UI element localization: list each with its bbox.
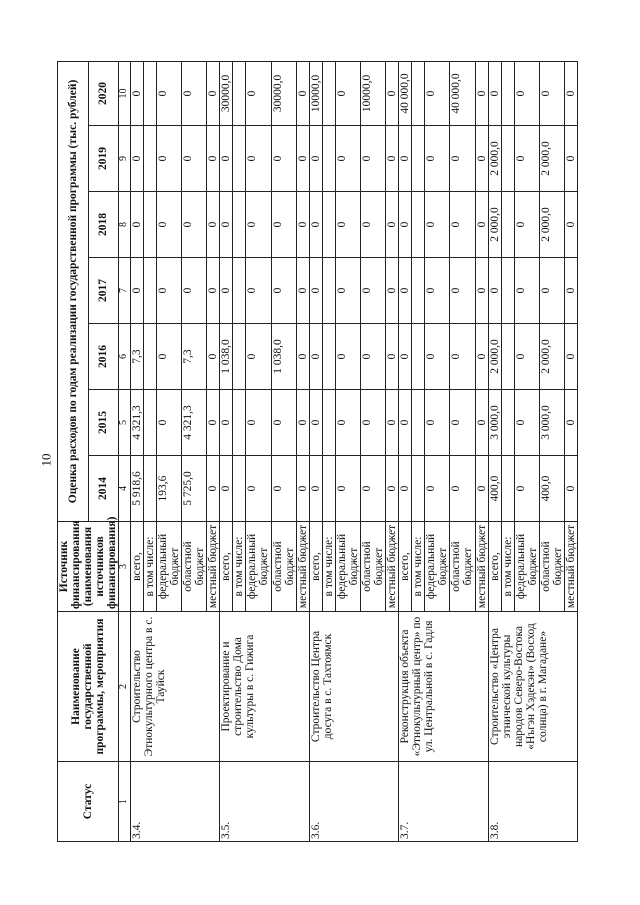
value-cell: 400,0 <box>539 456 564 522</box>
column-number: 5 <box>119 390 131 456</box>
value-cell: 0 <box>475 61 488 125</box>
table-row <box>130 61 143 841</box>
value-cell: 0 <box>386 456 399 522</box>
value-cell: 0 <box>450 456 475 522</box>
value-cell: 0 <box>514 324 539 390</box>
value-cell: 0 <box>246 324 271 390</box>
column-number: 1 <box>119 762 131 842</box>
source-cell: федеральный бюджет <box>335 522 360 612</box>
value-cell: 0 <box>220 456 233 522</box>
source-cell: областной бюджет <box>450 522 475 612</box>
activity-name-cell: Строительство Центра досуга в с. Тахтоямск <box>309 612 398 762</box>
value-cell: 0 <box>360 258 385 324</box>
value-cell: 0 <box>220 126 233 192</box>
value-cell: 0 <box>450 258 475 324</box>
value-cell <box>143 192 156 258</box>
value-cell: 0 <box>425 126 450 192</box>
value-cell: 30000,0 <box>271 61 296 125</box>
value-cell <box>143 456 156 522</box>
value-cell: 0 <box>207 324 220 390</box>
value-cell: 0 <box>156 61 181 125</box>
value-cell: 0 <box>130 258 143 324</box>
value-cell: 0 <box>425 456 450 522</box>
value-cell: 0 <box>475 126 488 192</box>
source-cell: в том числе: <box>233 522 246 612</box>
value-cell: 0 <box>425 324 450 390</box>
value-cell: 0 <box>360 324 385 390</box>
value-cell: 0 <box>335 390 360 456</box>
source-cell: в том числе: <box>143 522 156 612</box>
source-cell: всего, <box>130 522 143 612</box>
value-cell: 0 <box>296 192 309 258</box>
value-cell: 0 <box>514 61 539 125</box>
header-name: Наименование государственной программы, мероприятия <box>58 612 119 762</box>
table-body <box>130 61 577 841</box>
value-cell: 10000,0 <box>360 61 385 125</box>
source-cell: областной бюджет <box>182 522 207 612</box>
value-cell: 3 000,0 <box>539 390 564 456</box>
value-cell: 193,6 <box>156 456 181 522</box>
value-cell: 0 <box>386 192 399 258</box>
value-cell <box>143 258 156 324</box>
status-cell: 3.7. <box>399 762 488 842</box>
value-cell: 0 <box>271 126 296 192</box>
value-cell: 40 000,0 <box>399 61 412 125</box>
value-cell: 0 <box>564 61 577 125</box>
value-cell: 0 <box>296 456 309 522</box>
year-header: 2016 <box>88 324 119 390</box>
source-cell: всего, <box>309 522 322 612</box>
value-cell: 0 <box>296 126 309 192</box>
year-header: 2014 <box>88 456 119 522</box>
value-cell <box>233 390 246 456</box>
value-cell: 0 <box>335 126 360 192</box>
year-header: 2019 <box>88 126 119 192</box>
value-cell: 0 <box>475 192 488 258</box>
value-cell <box>501 126 514 192</box>
rotated-table-wrapper <box>57 62 587 842</box>
value-cell: 0 <box>207 258 220 324</box>
value-cell: 0 <box>220 390 233 456</box>
value-cell: 0 <box>450 324 475 390</box>
value-cell: 0 <box>156 192 181 258</box>
header-source: Источник финансирования (наименования источников финансирования) <box>58 522 119 612</box>
value-cell: 0 <box>309 258 322 324</box>
value-cell: 0 <box>207 390 220 456</box>
value-cell: 0 <box>220 258 233 324</box>
value-cell: 7,3 <box>182 324 207 390</box>
value-cell: 0 <box>207 61 220 125</box>
source-cell: всего, <box>488 522 501 612</box>
value-cell: 0 <box>207 456 220 522</box>
value-cell: 0 <box>475 456 488 522</box>
value-cell: 0 <box>246 61 271 125</box>
source-cell: всего, <box>220 522 233 612</box>
value-cell <box>501 456 514 522</box>
value-cell <box>412 192 425 258</box>
column-number: 4 <box>119 456 131 522</box>
value-cell: 10000,0 <box>309 61 322 125</box>
source-cell: всего, <box>399 522 412 612</box>
activity-name-cell: Строительство «Центра этнической культуры народов Северо-Востока «Нъгэн Хэдекэн» (Восход солнца) в г. Магадане» <box>488 612 577 762</box>
value-cell: 0 <box>488 61 501 125</box>
value-cell: 30000,0 <box>220 61 233 125</box>
value-cell <box>233 456 246 522</box>
value-cell: 0 <box>386 390 399 456</box>
value-cell <box>322 456 335 522</box>
value-cell: 0 <box>539 258 564 324</box>
value-cell: 0 <box>399 258 412 324</box>
value-cell: 0 <box>182 126 207 192</box>
value-cell: 0 <box>207 126 220 192</box>
value-cell: 2 000,0 <box>488 126 501 192</box>
value-cell: 0 <box>309 324 322 390</box>
value-cell: 1 038,0 <box>271 324 296 390</box>
column-number: 8 <box>119 192 131 258</box>
value-cell: 0 <box>399 126 412 192</box>
value-cell <box>501 258 514 324</box>
value-cell: 0 <box>246 456 271 522</box>
value-cell <box>322 258 335 324</box>
value-cell: 0 <box>399 456 412 522</box>
status-cell: 3.5. <box>220 762 309 842</box>
value-cell: 0 <box>335 258 360 324</box>
value-cell <box>412 456 425 522</box>
value-cell: 0 <box>296 390 309 456</box>
value-cell: 7,3 <box>130 324 143 390</box>
value-cell: 4 321,3 <box>130 390 143 456</box>
value-cell: 0 <box>514 390 539 456</box>
value-cell <box>501 61 514 125</box>
value-cell <box>322 390 335 456</box>
value-cell <box>143 324 156 390</box>
table-row <box>220 61 233 841</box>
value-cell: 5 725,0 <box>182 456 207 522</box>
value-cell: 0 <box>309 456 322 522</box>
table-row <box>399 61 412 841</box>
value-cell: 0 <box>271 390 296 456</box>
value-cell: 0 <box>564 456 577 522</box>
value-cell: 2 000,0 <box>539 324 564 390</box>
value-cell: 0 <box>514 258 539 324</box>
status-cell: 3.6. <box>309 762 398 842</box>
source-cell: местный бюджет <box>475 522 488 612</box>
activity-name-cell: Реконструкция объекта «Этнокультурный центр» по ул. Центральной в с. Гадля <box>399 612 488 762</box>
value-cell: 0 <box>207 192 220 258</box>
value-cell: 0 <box>309 192 322 258</box>
activity-name-cell: Проектирование и строительство Дома культуры в с. Гижига <box>220 612 309 762</box>
value-cell: 5 918,6 <box>130 456 143 522</box>
column-number: 9 <box>119 126 131 192</box>
value-cell: 0 <box>475 324 488 390</box>
value-cell: 0 <box>130 192 143 258</box>
value-cell: 0 <box>425 192 450 258</box>
value-cell <box>412 61 425 125</box>
value-cell: 0 <box>386 126 399 192</box>
value-cell: 0 <box>246 192 271 258</box>
year-header: 2017 <box>88 258 119 324</box>
value-cell: 2 000,0 <box>488 192 501 258</box>
value-cell: 0 <box>335 192 360 258</box>
value-cell: 0 <box>156 324 181 390</box>
table-row <box>309 61 322 841</box>
value-cell: 0 <box>564 126 577 192</box>
column-number: 3 <box>119 522 131 612</box>
value-cell: 0 <box>386 61 399 125</box>
value-cell: 0 <box>425 258 450 324</box>
value-cell <box>233 61 246 125</box>
value-cell <box>233 324 246 390</box>
value-cell: 0 <box>564 390 577 456</box>
value-cell: 0 <box>360 390 385 456</box>
table-row <box>488 61 501 841</box>
source-cell: местный бюджет <box>564 522 577 612</box>
value-cell: 0 <box>220 192 233 258</box>
value-cell: 400,0 <box>488 456 501 522</box>
value-cell: 3 000,0 <box>488 390 501 456</box>
source-cell: в том числе: <box>412 522 425 612</box>
value-cell <box>143 390 156 456</box>
value-cell: 0 <box>271 456 296 522</box>
value-cell: 0 <box>514 126 539 192</box>
source-cell: областной бюджет <box>360 522 385 612</box>
source-cell: федеральный бюджет <box>246 522 271 612</box>
value-cell: 0 <box>475 258 488 324</box>
value-cell: 0 <box>182 258 207 324</box>
value-cell: 0 <box>488 258 501 324</box>
year-header: 2015 <box>88 390 119 456</box>
value-cell <box>412 390 425 456</box>
value-cell: 0 <box>386 258 399 324</box>
value-cell: 0 <box>246 390 271 456</box>
column-number: 6 <box>119 324 131 390</box>
source-cell: местный бюджет <box>207 522 220 612</box>
source-cell: в том числе: <box>322 522 335 612</box>
value-cell: 0 <box>450 192 475 258</box>
value-cell: 0 <box>296 324 309 390</box>
status-cell: 3.8. <box>488 762 577 842</box>
header-status: Статус <box>58 762 119 842</box>
page-number: 10 <box>38 453 54 467</box>
value-cell: 2 000,0 <box>539 192 564 258</box>
column-numbers-row <box>119 61 131 841</box>
value-cell: 0 <box>399 324 412 390</box>
value-cell: 0 <box>450 390 475 456</box>
source-cell: федеральный бюджет <box>514 522 539 612</box>
column-number: 2 <box>119 612 131 762</box>
value-cell <box>412 258 425 324</box>
value-cell: 0 <box>360 126 385 192</box>
value-cell: 0 <box>246 126 271 192</box>
value-cell: 4 321,3 <box>182 390 207 456</box>
year-header: 2018 <box>88 192 119 258</box>
value-cell <box>322 192 335 258</box>
value-cell: 0 <box>539 61 564 125</box>
value-cell: 0 <box>182 192 207 258</box>
value-cell <box>322 324 335 390</box>
value-cell <box>501 324 514 390</box>
value-cell: 1 038,0 <box>220 324 233 390</box>
value-cell <box>322 61 335 125</box>
source-cell: областной бюджет <box>539 522 564 612</box>
value-cell: 0 <box>271 258 296 324</box>
source-cell: в том числе: <box>501 522 514 612</box>
status-cell: 3.4. <box>130 762 219 842</box>
source-cell: местный бюджет <box>386 522 399 612</box>
value-cell: 0 <box>564 324 577 390</box>
value-cell: 0 <box>564 258 577 324</box>
value-cell: 0 <box>156 390 181 456</box>
value-cell: 0 <box>156 258 181 324</box>
value-cell: 0 <box>399 192 412 258</box>
value-cell: 0 <box>425 390 450 456</box>
value-cell <box>322 126 335 192</box>
value-cell <box>143 126 156 192</box>
value-cell <box>233 192 246 258</box>
value-cell: 0 <box>271 192 296 258</box>
value-cell: 0 <box>335 456 360 522</box>
value-cell <box>501 390 514 456</box>
value-cell: 0 <box>309 390 322 456</box>
value-cell <box>233 126 246 192</box>
value-cell <box>412 324 425 390</box>
source-cell: областной бюджет <box>271 522 296 612</box>
value-cell: 2 000,0 <box>488 324 501 390</box>
value-cell: 40 000,0 <box>450 61 475 125</box>
year-header: 2020 <box>88 61 119 125</box>
value-cell: 0 <box>514 456 539 522</box>
value-cell: 0 <box>360 456 385 522</box>
value-cell: 0 <box>450 126 475 192</box>
value-cell: 0 <box>335 61 360 125</box>
value-cell: 0 <box>130 61 143 125</box>
value-cell: 0 <box>514 192 539 258</box>
value-cell: 0 <box>386 324 399 390</box>
value-cell: 0 <box>182 61 207 125</box>
source-cell: федеральный бюджет <box>156 522 181 612</box>
column-number: 7 <box>119 258 131 324</box>
column-number: 10 <box>119 61 131 125</box>
value-cell: 0 <box>399 390 412 456</box>
source-cell: местный бюджет <box>296 522 309 612</box>
budget-table <box>57 61 578 842</box>
value-cell: 0 <box>564 192 577 258</box>
value-cell: 0 <box>130 126 143 192</box>
value-cell: 2 000,0 <box>539 126 564 192</box>
value-cell <box>501 192 514 258</box>
value-cell: 0 <box>246 258 271 324</box>
value-cell: 0 <box>296 258 309 324</box>
source-cell: федеральный бюджет <box>425 522 450 612</box>
value-cell: 0 <box>335 324 360 390</box>
value-cell: 0 <box>360 192 385 258</box>
value-cell: 0 <box>475 390 488 456</box>
value-cell <box>412 126 425 192</box>
value-cell: 0 <box>156 126 181 192</box>
value-cell <box>143 61 156 125</box>
value-cell <box>233 258 246 324</box>
value-cell: 0 <box>309 126 322 192</box>
value-cell: 0 <box>296 61 309 125</box>
activity-name-cell: Строительство Этнокультурного центра в с. Тауйск <box>130 612 219 762</box>
value-cell: 0 <box>425 61 450 125</box>
header-estimate: Оценка расходов по годам реализации государственной программы (тыс. рублей) <box>58 61 89 521</box>
